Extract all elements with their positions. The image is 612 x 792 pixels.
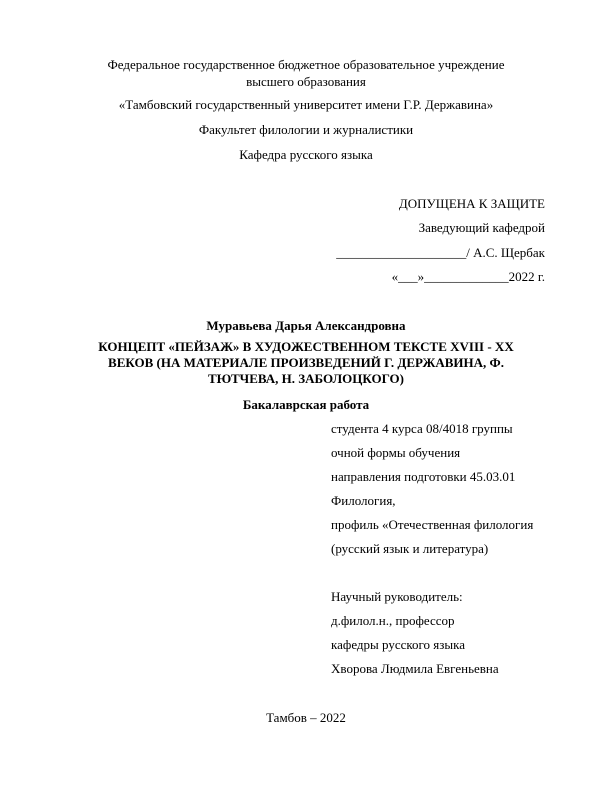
department-name: Кафедра русского языка (239, 147, 373, 162)
student-info-line: направления подготовки 45.03.01 (331, 469, 516, 484)
signature-line: ____________________/ А.С. Щербак (336, 245, 545, 260)
faculty-name: Факультет филологии и журналистики (198, 122, 414, 137)
city-year: Тамбов – 2022 (266, 710, 346, 725)
student-info-line: студента 4 курса 08/4018 группы (331, 421, 513, 436)
date-line: «___»_____________2022 г. (391, 269, 545, 284)
institution-line-1: Федеральное государственное бюджетное образовательное учреждение (107, 57, 505, 72)
supervisor-line: кафедры русского языка (331, 637, 466, 652)
admitted-label: ДОПУЩЕНА К ЗАЩИТЕ (398, 196, 545, 211)
thesis-title-line-2: ВЕКОВ (НА МАТЕРИАЛЕ ПРОИЗВЕДЕНИЙ Г. ДЕРЖАВИНА, Ф. (108, 355, 504, 370)
student-info-line: профиль «Отечественная филология (331, 517, 534, 532)
thesis-title-line-3: ТЮТЧЕВА, Н. ЗАБОЛОЦКОГО) (208, 371, 404, 386)
thesis-title-line-1: КОНЦЕПТ «ПЕЙЗАЖ» В ХУДОЖЕСТВЕННОМ ТЕКСТЕ XVIII - XX (98, 339, 514, 354)
student-info-line: очной формы обучения (331, 445, 461, 460)
student-info-line: (русский язык и литература) (331, 541, 489, 556)
author-name: Муравьева Дарья Александровна (206, 318, 406, 333)
supervisor-line: Хворова Людмила Евгеньевна (331, 661, 499, 676)
supervisor-line: Научный руководитель: (331, 589, 463, 604)
head-of-department-label: Заведующий кафедрой (418, 220, 545, 235)
supervisor-line: д.филол.н., профессор (331, 613, 455, 628)
work-type: Бакалаврская работа (242, 397, 370, 412)
university-name: «Тамбовский государственный университет имени Г.Р. Державина» (118, 97, 494, 112)
institution-line-2: высшего образования (246, 74, 366, 89)
student-info-line: Филология, (331, 493, 396, 508)
